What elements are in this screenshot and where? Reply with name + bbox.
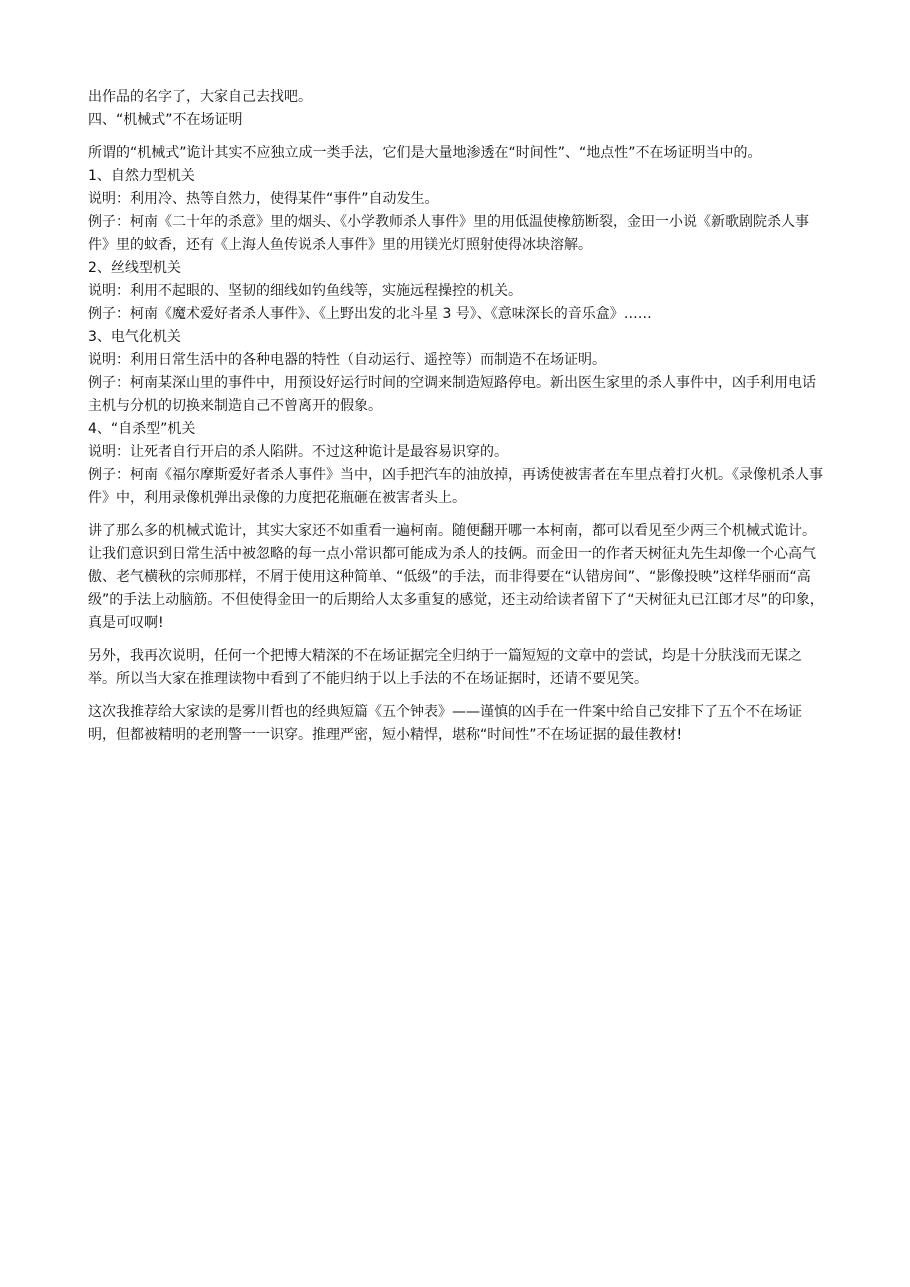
mechanism-item-electrical [88,326,824,418]
item-example: 例子：柯南《二十年的杀意》里的烟头、《小学教师杀人事件》里的用低温使橡筋断裂，金田一小说《新歌剧院杀人事件》里的蚊香，还有《上海人鱼传说杀人事件》里的用镁光灯照射使得冰块溶解。 [88,214,809,253]
closing-paragraph: 另外，我再次说明，任何一个把博大精深的不在场证据完全归纳于一篇短短的文章中的尝试，均是十分肤浅而无谋之举。所以当大家在推理读物中看到了不能归纳于以上手法的不在场证据时，还请不要见笑。 [88,648,802,687]
section-intro-paragraph: 所谓的“机械式”诡计其实不应独立成一类手法，它们是大量地渗透在“时间性”、“地点性”不在场证明当中的。 [88,145,762,161]
item-title: 4、“自杀型”机关 [88,421,196,437]
mechanism-item-thread [88,257,824,326]
item-example: 例子：柯南某深山里的事件中，用预设好运行时间的空调来制造短路停电。新出医生家里的杀人事件中，凶手利用电话主机与分机的切换来制造自己不曾离开的假象。 [88,375,816,414]
item-explanation: 说明：利用日常生活中的各种电器的特性（自动运行、遥控等）而制造不在场证明。 [88,352,606,368]
item-title: 3、电气化机关 [88,329,181,345]
item-explanation: 说明：利用不起眼的、坚韧的细线如钓鱼线等，实施远程操控的机关。 [88,283,522,299]
intro-tail-paragraph: 出作品的名字了，大家自己去找吧。 [88,89,312,105]
mechanism-item-suicide-type [88,418,824,510]
section-heading: 四、“机械式”不在场证明 [88,112,243,128]
item-example: 例子：柯南《魔术爱好者杀人事件》、《上野出发的北斗星 3 号》、《意味深长的音乐盒》…… [88,306,652,322]
item-explanation: 说明：让死者自行开启的杀人陷阱。不过这种诡计是最容易识穿的。 [88,444,508,460]
closing-paragraph: 讲了那么多的机械式诡计，其实大家还不如重看一遍柯南。随便翻开哪一本柯南，都可以看见至少两三个机械式诡计。让我们意识到日常生活中被忽略的每一点小常识都可能成为杀人的技俩。而金田一的作者天树征丸先生却像一个心高气傲、老气横秋的宗师那样，不屑于使用这种简单、“低级”的手法，而非得要在“认错房间”、“影像投映”这样华丽而“高级”的手法上动脑筋。不但使得金田一的后期给人太多重复的感觉，还主动给读者留下了“天树征丸已江郎才尽”的印象，真是可叹啊! [88,523,824,631]
mechanism-item-natural-force [88,165,824,257]
recommendation-paragraph: 这次我推荐给大家读的是雾川哲也的经典短篇《五个钟表》——谨慎的凶手在一件案中给自己安排下了五个不在场证明，但都被精明的老刑警一一识穿。推理严密，短小精悍，堪称“时间性”不在场证据的最佳教材! [88,704,802,743]
item-example: 例子：柯南《福尔摩斯爱好者杀人事件》当中，凶手把汽车的油放掉，再诱使被害者在车里点着打火机。《录像机杀人事件》中，利用录像机弹出录像的力度把花瓶砸在被害者头上。 [88,467,823,506]
item-explanation: 说明：利用冷、热等自然力，使得某件“事件”自动发生。 [88,191,439,207]
item-title: 2、丝线型机关 [88,260,181,276]
item-title: 1、自然力型机关 [88,168,195,184]
document-page [88,86,824,747]
